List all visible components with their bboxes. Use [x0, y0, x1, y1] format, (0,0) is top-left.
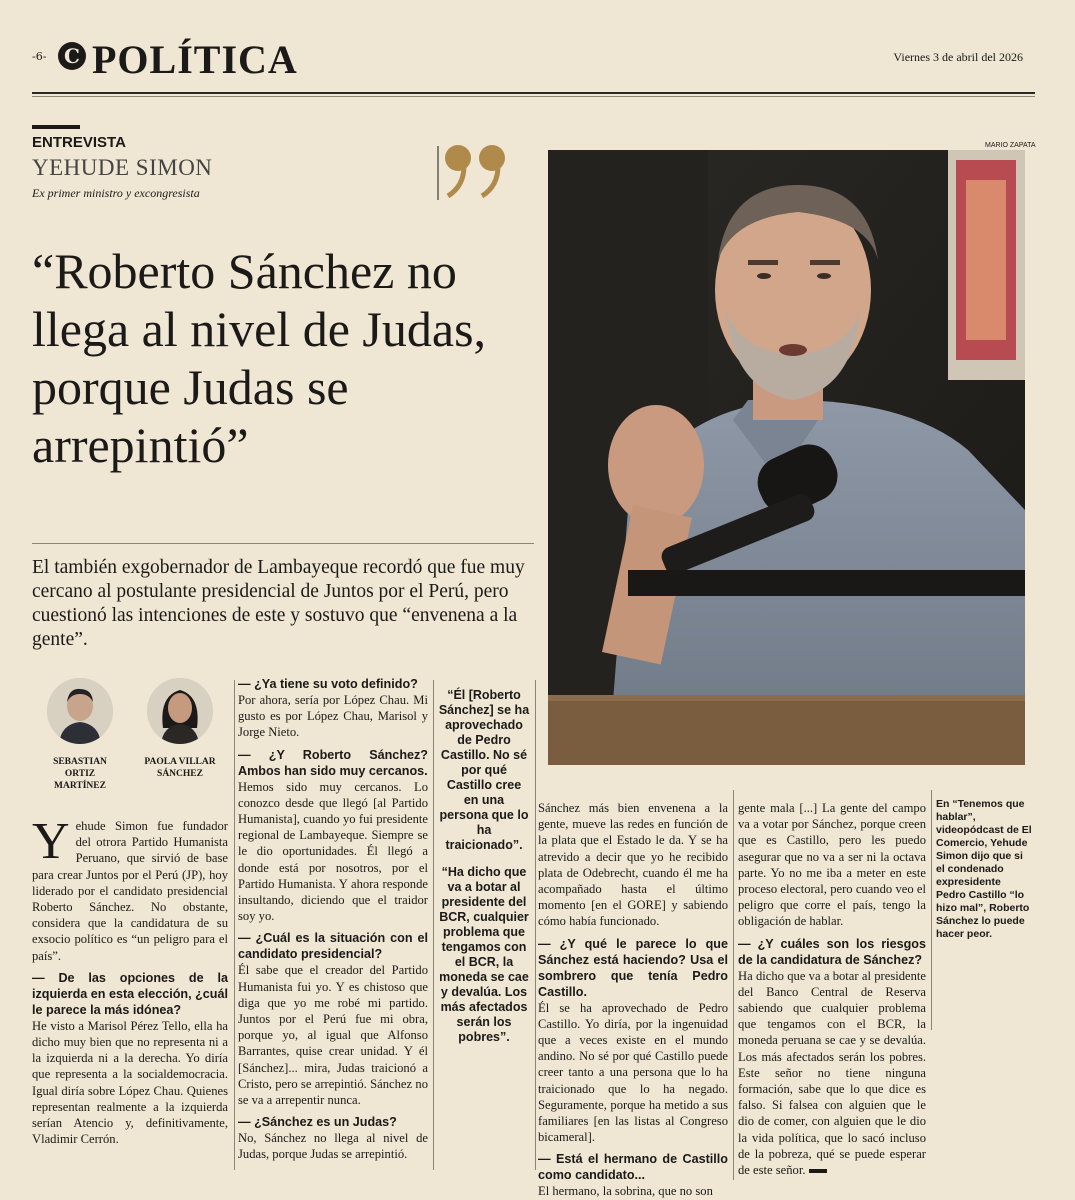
answer: Él sabe que el creador del Partido Humanista fui yo. Y es chistoso que diga que yo me robé mi partido. Juntos por el Perú fue mi obra, porque yo, al igual que Alfonso Barrantes, quise crear unidad. Y él [Sánchez]... mira, Judas traicionó a Cristo, pero se arrepintió. Sánchez no se va a arrepentir nunca. [238, 963, 428, 1108]
answer: Ha dicho que va a botar al presidente del Banco Central de Reserva sabiendo que cualquier problema que tengamos con el BCR, la moneda peruana se cae y se devalúa. Los más afectados serán los pobres. Este señor no tiene ninguna formación, sabe que lo que dice es falso. Si falsea con alguien que le dio de comer, con alguien que le dio la vida política, que lo sacó incluso de la pobreza, qué se puede esperar de este señor. [738, 968, 926, 1178]
interviewee-role: Ex primer ministro y excongresista [32, 186, 200, 200]
interviewee-name: YEHUDE SIMON [32, 155, 213, 180]
header-rule [32, 92, 1035, 94]
author-card [40, 678, 120, 792]
answer: He visto a Marisol Pérez Tello, ella ha dicho muy bien que no representa ni a la izquierda ni a la derecha. Yo diría que representa a la socialdemocracia. Igual diría sobre López Chau. Quienes representan realmente a la izquierda serían Atencio y, definitivamente, Vladimir Cerrón. [32, 1018, 228, 1147]
question: — ¿Y qué le parece lo que Sánchez está haciendo? Usa el sombrero que tenía Pedro Castillo. [538, 936, 728, 999]
author-card [140, 678, 220, 780]
section-title: POLÍTICA [92, 37, 298, 82]
issue-date: Viernes 3 de abril del 2026 [893, 50, 1023, 64]
page-number: -6- [32, 50, 47, 63]
article-column-3 [538, 800, 728, 1200]
question: — De las opciones de la izquierda en esta elección, ¿cuál le parece la más idónea? [32, 970, 228, 1017]
answer: Sánchez más bien envenena a la gente, mueve las redes en función de la plata que el Estado le da. Y se ha atrevido a decir que yo he recibido plata de Odebrecht, cuando él me ha acompañado hasta el último momento [en el GORE] y sabiendo cómo había funcionado. [538, 801, 728, 929]
answer: No, Sánchez no llega al nivel de Judas, porque Judas se arrepintió. [238, 1131, 428, 1162]
article-column-4 [738, 800, 926, 1183]
quote-marks-icon [430, 138, 530, 208]
sidebar-note: En “Tenemos que hablar”, videopódcast de El Comercio, Yehude Simon dijo que si el condenado expresidente Pedro Castillo “lo hizo mal”, Roberto Sánchez lo puede hacer peor. [936, 798, 1032, 940]
question: — ¿Sánchez es un Judas? [238, 1115, 397, 1130]
question: — ¿Ya tiene su voto definido? [238, 677, 418, 691]
end-mark [809, 1169, 827, 1173]
column-rule [535, 680, 536, 1170]
answer: Por ahora, sería por López Chau. Mi gusto es por López Chau, Marisol y Jorge Nieto. [238, 693, 428, 740]
pull-quote: “Ha dicho que va a botar al presidente del BCR, cualquier problema que tengamos con el BCR, la moneda se cae y devalúa. Los más afectados serán los pobres”. [439, 865, 529, 1044]
question: — ¿Cuál es la situación con el candidato presidencial? [238, 931, 428, 962]
el-comercio-logo: C [58, 42, 86, 70]
article-column-2 [238, 676, 428, 1168]
question: — Está el hermano de Castillo como candidato... [538, 1152, 728, 1183]
author-avatar [147, 678, 213, 744]
column-rule [433, 680, 434, 1170]
pull-quotes [438, 688, 530, 1057]
deck-rule [32, 543, 534, 544]
pull-quote: “Él [Roberto Sánchez] se ha aprovechado de Pedro Castillo. No sé por qué Castillo cree en una persona que lo ha traicionado”. [438, 688, 530, 852]
answer: Él se ha aprovechado de Pedro Castillo. Yo diría, por la ingenuidad que a veces existe en el mundo andino. No sé por qué Castillo puede creer tanto a una persona que lo ha traicionado que lo ha negado. Seguramente, porque ha metido a sus familiares [en las listas al Congreso bicameral]. [538, 1000, 728, 1145]
interviewee-photo [548, 150, 1025, 765]
author-name: PAOLA VILLAR SÁNCHEZ [144, 757, 216, 779]
author-avatar [47, 678, 113, 744]
deck-summary: El también exgobernador de Lambayeque recordó que fue muy cercano al postulante presidencial de Juntos por el Perú, pero cuestionó las intenciones de este y sostuvo que “envenena a la gente”. [32, 557, 525, 650]
question: — ¿Y cuáles son los riesgos de la candidatura de Sánchez? [738, 936, 926, 967]
intro-paragraph: Yehude Simon fue fundador del otrora Partido Humanista Peruano, que sirvió de base para crear Juntos por el Perú (JP), hoy liderado por el candidato presidencial Roberto Sánchez. No obstante, considera que la candidatura de su exsocio político es “un peligro para el país”. [32, 813, 228, 963]
column-rule [931, 790, 932, 1030]
answer: El hermano, la sobrina, que no son [538, 1184, 713, 1199]
author-name: SEBASTIAN ORTIZ MARTÍNEZ [53, 757, 107, 791]
header-rule-thin [32, 96, 1035, 97]
answer: Hemos sido muy cercanos. Lo conozco desde que llegó [al Partido Humanista], cuando yo fui presidente regional de Lambayeque. Siempre se le dio oportunidades. Él llegó a donde está por nosotros, por el Partido Humanista. Y ahora responde insultando, diciendo que el traidor soy yo. [238, 779, 428, 924]
kicker-label: ENTREVISTA [32, 134, 126, 151]
headline: “Roberto Sánchez no llega al nivel de Judas, porque Judas se arrepintió” [32, 243, 487, 473]
column-rule [733, 790, 734, 1180]
article-column-1 [32, 813, 228, 1152]
dropcap: Y [32, 813, 70, 870]
kicker-bar [32, 125, 80, 129]
column-rule [234, 680, 235, 1170]
photo-credit: MARIO ZAPATA [985, 142, 1036, 149]
answer: gente mala [...] La gente del campo va a votar por Sánchez, porque creen que es Castillo, pero les puedo asegurar que no va a ser ni la octava parte. Yo no me iba a meter en este proceso electoral, pero cuando veo el peligro que corre el país, tengo la obligación de hablar. [738, 801, 926, 929]
question: — ¿Y Roberto Sánchez? Ambos han sido muy cercanos. [238, 747, 428, 778]
